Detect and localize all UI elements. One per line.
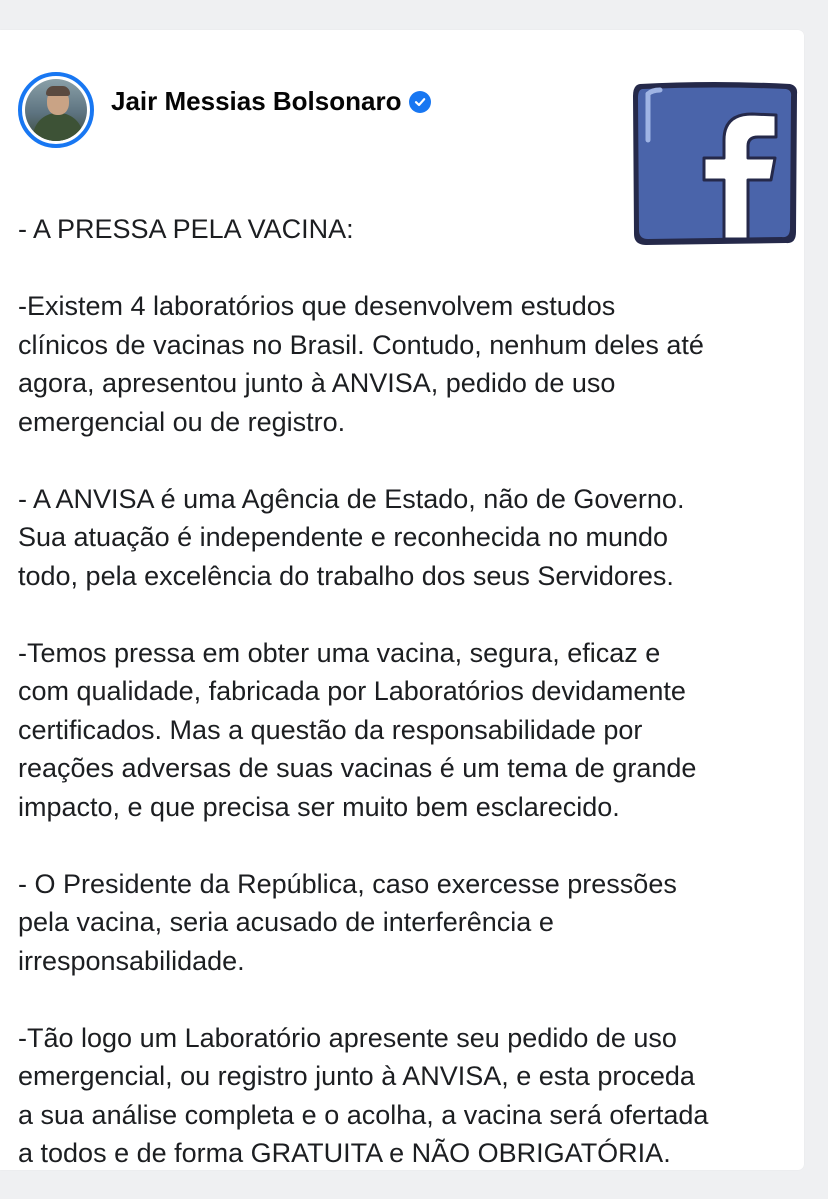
author-name[interactable]: Jair Messias Bolsonaro (111, 86, 402, 116)
verified-badge-icon (409, 91, 431, 113)
post-paragraph: -Tão logo um Laboratório apresente seu pedido de uso emergencial, ou registro junto à ANVISA, e esta proceda a sua análise completa e o acolha, a vacina será ofertada a todos e de forma GRATUITA e NÃO OBRIGATÓRIA. (18, 1022, 709, 1168)
author-row (111, 86, 431, 117)
post-paragraph: - A ANVISA é uma Agência de Estado, não de Governo. Sua atuação é independente e reconhecida no mundo todo, pela excelência do trabalho dos seus Servidores. (18, 483, 685, 591)
post-paragraph: -Existem 4 laboratórios que desenvolvem estudos clínicos de vacinas no Brasil. Contudo, nenhum deles até agora, apresentou junto à ANVISA, pedido de uso emergencial ou de registro. (18, 291, 704, 437)
avatar[interactable] (18, 72, 94, 148)
post-paragraph: - O Presidente da República, caso exercesse pressões pela vacina, seria acusado de interferência e irresponsabilidade. (18, 868, 677, 976)
profile-photo (25, 79, 87, 141)
post-paragraph-heading: - A PRESSA PELA VACINA: (18, 214, 354, 244)
post-body (18, 210, 798, 1173)
post-paragraph: -Temos pressa em obter uma vacina, segura, eficaz e com qualidade, fabricada por Laboratórios devidamente certificados. Mas a questão da responsabilidade por reações adversas de suas vacinas é um tema de grande impacto, e que precisa ser muito bem esclarecido. (18, 637, 697, 822)
post-card (0, 30, 804, 1170)
